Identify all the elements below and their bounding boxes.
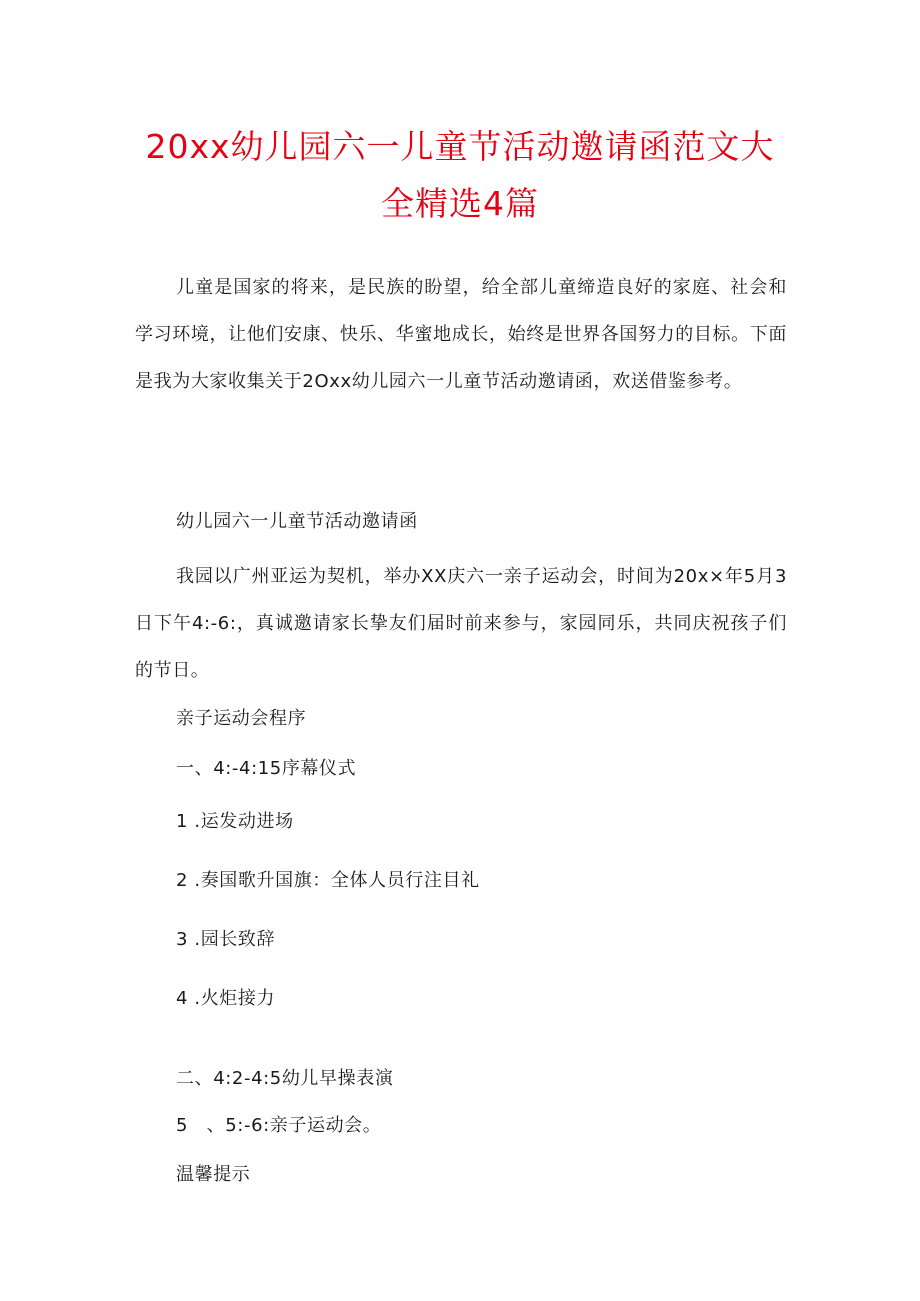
program-item: 2 .奏国歌升国旗：全体人员行注目礼 <box>176 870 480 891</box>
program-part-3: 5 、5:-6:亲子运动会。 <box>176 1115 382 1136</box>
program-item: 1 .运发动进场 <box>176 811 294 832</box>
program-item: 3 .园长致辞 <box>176 929 276 950</box>
document-title <box>0 123 920 233</box>
title-line-1: 20xx幼儿园六一儿童节活动邀请函范文大 <box>145 127 775 166</box>
tips-heading: 温馨提示 <box>176 1164 251 1185</box>
title-line-2: 全精选4篇 <box>381 184 539 223</box>
section-heading: 幼儿园六一儿童节活动邀请函 <box>176 511 418 532</box>
intro-paragraph: 儿童是国家的将来，是民族的盼望，给全部儿童缔造良好的家庭、社会和学习环境，让他们安康、快乐、华蜜地成长，始终是世界各国努力的目标。下面是我为大家收集关于2Oxx幼儿园六一儿童节活动邀请函，欢送借鉴参考。 <box>135 277 787 392</box>
program-item: 4 .火炬接力 <box>176 988 276 1009</box>
program-heading: 亲子运动会程序 <box>176 708 307 729</box>
program-part-1: 一、4:-4:15序幕仪式 <box>176 758 357 779</box>
program-part-2: 二、4:2-4:5幼儿早操表演 <box>176 1068 394 1089</box>
invitation-paragraph: 我园以广州亚运为契机，举办XX庆六一亲子运动会，时间为20x×年5月3日下午4:-6:，真诚邀请家长挚友们届时前来参与，家园同乐，共同庆祝孩子们的节日。 <box>135 566 787 681</box>
